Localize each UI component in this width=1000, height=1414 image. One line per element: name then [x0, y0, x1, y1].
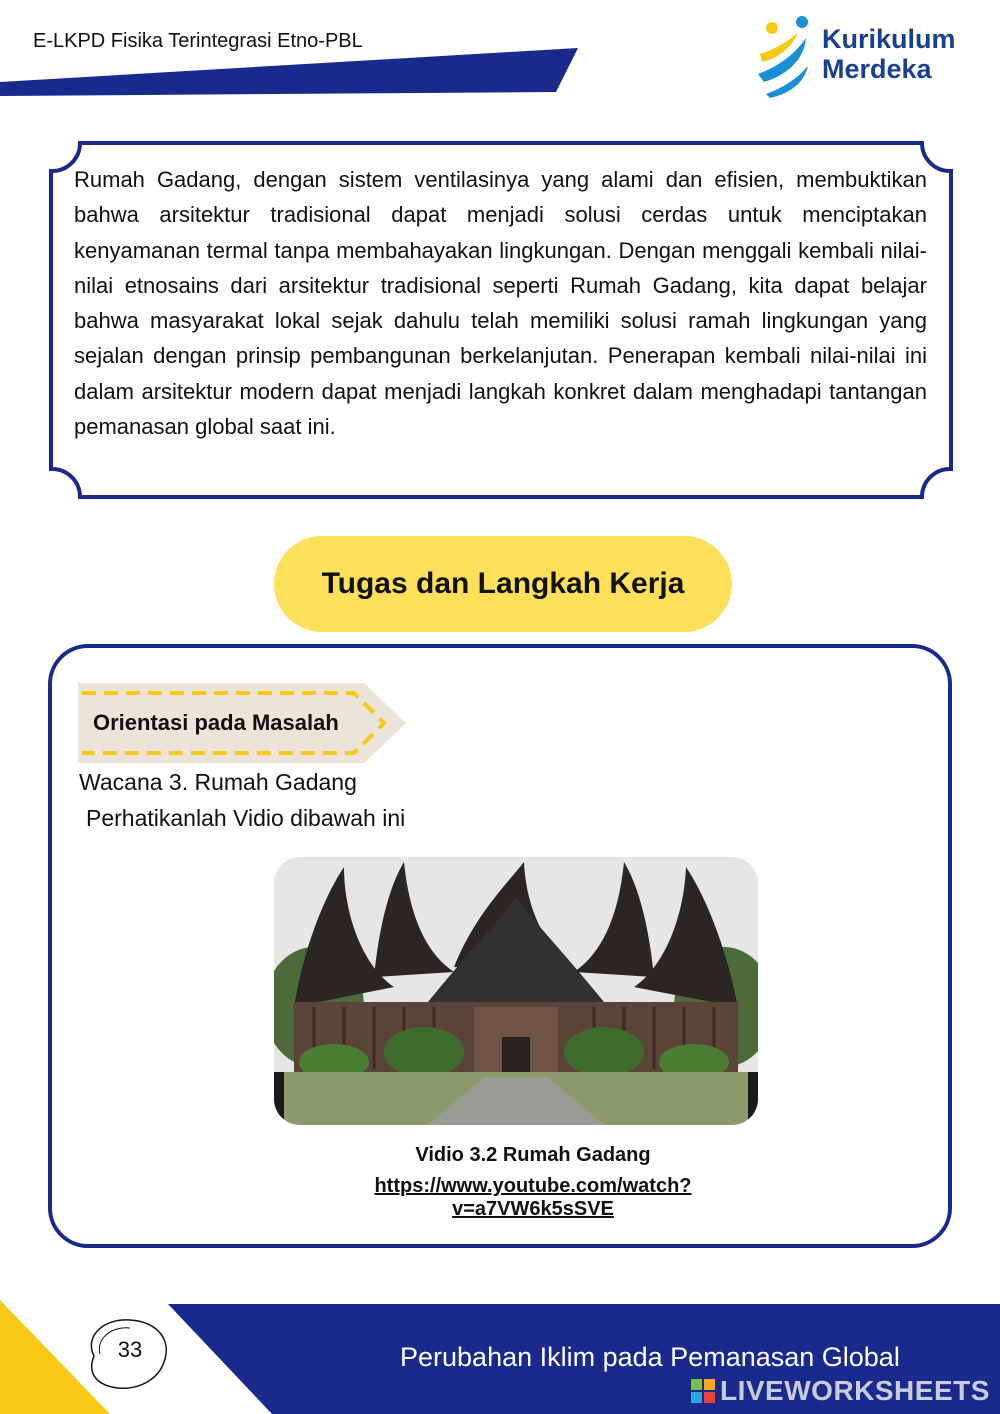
step-label: Orientasi pada Masalah: [93, 710, 339, 735]
logo-line-2: Merdeka: [822, 54, 932, 84]
intro-paragraph: Rumah Gadang, dengan sistem ventilasinya yang alami dan efisien, membuktikan bahwa arsitektur tradisional dapat menjadi solusi cerdas untuk menciptakan kenyamanan termal tanpa membahayakan lingkungan. Dengan menggali kembali nilai-nilai etnosains dari arsitektur tradisional seperti Rumah Gadang, kita dapat belajar bahwa masyarakat lokal sejak dahulu telah memiliki solusi ramah lingkungan yang sejalan dengan prinsip pembangunan berkelanjutan. Penerapan kembali nilai-nilai ini dalam arsitektur modern dapat menjadi langkah konkret dalam menghadapi tantangan pemanasan global saat ini.: [74, 167, 927, 440]
rumah-gadang-illustration: [274, 857, 758, 1125]
video-caption: Vidio 3.2 Rumah Gadang: [415, 1144, 651, 1166]
instruction-text: Perhatikanlah Vidio dibawah ini: [86, 805, 406, 831]
logo-line-1: Kurikulum: [822, 24, 956, 54]
section-heading: Tugas dan Langkah Kerja: [274, 536, 732, 632]
header-band: [0, 48, 580, 96]
footer-title: Perubahan Iklim pada Pemanasan Global: [400, 1342, 900, 1372]
wacana-title: Wacana 3. Rumah Gadang: [79, 769, 357, 795]
logo-mark-icon: [752, 14, 814, 100]
document-title: E-LKPD Fisika Terintegrasi Etno-PBL: [33, 30, 363, 52]
video-link[interactable]: https://www.youtube.com/watch?v=a7VW6k5sSVE: [374, 1175, 692, 1220]
kurikulum-merdeka-logo: [752, 14, 992, 104]
page-number: 33: [117, 1337, 143, 1362]
video-thumbnail[interactable]: [274, 857, 758, 1125]
logo-text: [822, 24, 956, 84]
liveworksheets-watermark: [690, 1376, 990, 1406]
watermark-text: LIVEWORKSHEETS: [720, 1375, 990, 1406]
liveworksheets-icon: [690, 1378, 716, 1404]
